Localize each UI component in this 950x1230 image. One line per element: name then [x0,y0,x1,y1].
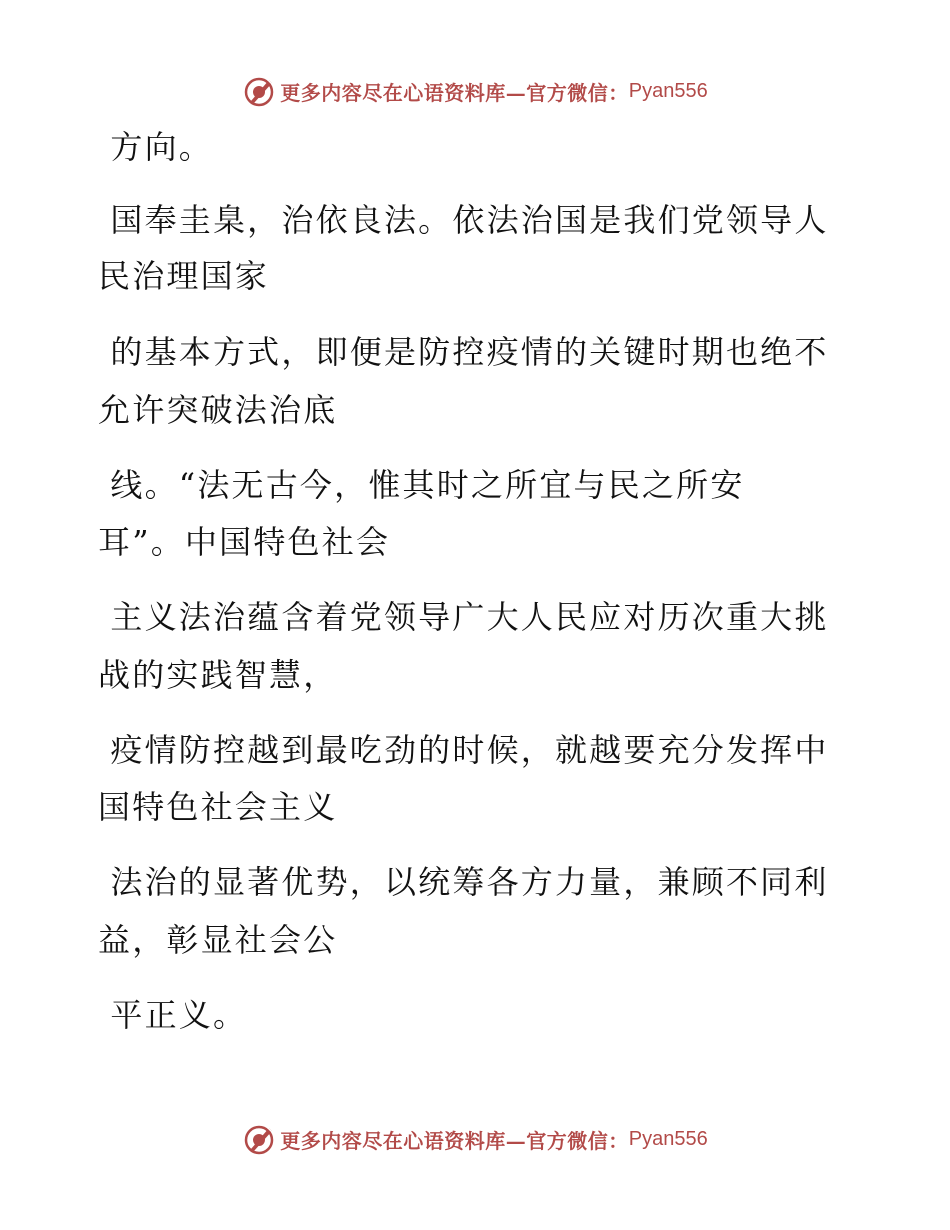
text-line: 方向。 [98,128,213,166]
header-wechat-id: Pyan556 [628,79,708,102]
text-line: 民治理国家 [98,257,270,295]
text-line: 疫情防控越到最吃劲的时候，就越要充分发挥中 [98,731,829,769]
text-line: 战的实践智慧， [98,656,338,694]
text-line: 国奉圭臬，治依良法。依法治国是我们党领导人 [98,201,829,239]
text-line: 线。“法无古今，惟其时之所宜与民之所安 [98,466,745,504]
footer-wechat-id: Pyan556 [628,1127,708,1150]
text-line: 法治的显著优势，以统筹各方力量，兼顾不同利 [98,863,829,901]
text-line: 益，彰显社会公 [98,921,338,959]
header-banner-text: 更多内容尽在心语资料库—官方微信： [280,80,629,105]
text-line: 主义法治蕴含着党领导广大人民应对历次重大挑 [98,598,829,636]
text-line: 的基本方式，即便是防控疫情的关键时期也绝不 [98,333,829,371]
footer-banner-text: 更多内容尽在心语资料库—官方微信： [280,1128,629,1153]
footer-banner [0,1117,950,1161]
text-line: 平正义。 [98,996,248,1034]
text-line: 耳”。中国特色社会 [98,523,391,561]
pen-logo-icon [242,1122,276,1156]
text-line: 国特色社会主义 [98,788,338,826]
text-line: 允许突破法治底 [98,391,338,429]
